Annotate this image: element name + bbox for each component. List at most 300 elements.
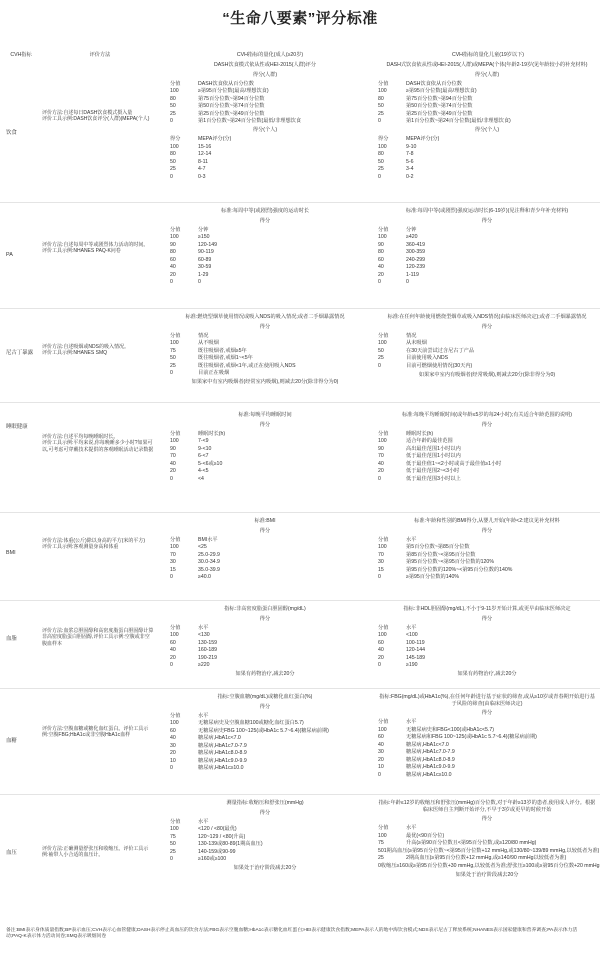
rows-lipid-child <box>378 624 596 669</box>
score-cell: 100 <box>378 340 387 346</box>
metric-glucose-adult: 指标:空腹血糖(mg/dL)或糖化血红蛋白(%) <box>217 694 313 700</box>
rows2-diet-adult <box>170 136 360 181</box>
score-label-diet-child: 得分(人群) <box>474 71 500 78</box>
value-cell: 第5百分位数~第85百分位数 <box>406 544 470 550</box>
value-cell: 低于最佳范围2~<3小时 <box>406 468 460 474</box>
metric-bp-adult: 测量指标:收缩压和舒张压(mmHg) <box>226 800 304 806</box>
table-row <box>378 749 596 757</box>
value-cell: 160-189 <box>198 647 218 653</box>
value-cell: 6-<7 <box>198 453 209 459</box>
metric-lipid-adult: 指标:非高密度脂蛋白胆固醇(mg/dL) <box>224 606 306 612</box>
value-cell: 糖尿病,HbA1c≥10.0 <box>198 765 244 771</box>
table-row <box>170 566 360 574</box>
value-cell: 1-119 <box>406 271 419 278</box>
score-label-pa-child: 得分 <box>481 217 493 224</box>
score-cell: 40 <box>378 264 384 270</box>
value-cell: 35.0-39.9 <box>198 566 220 573</box>
table-row <box>170 256 360 264</box>
score-cell: 75 <box>378 840 384 846</box>
rows-glucose-adult <box>170 712 360 772</box>
rows-bp-child <box>378 825 600 870</box>
metric-diet-adult: DASH饮食模式依从性或HEI-2015(人群)评分 <box>213 62 317 68</box>
table-row <box>378 234 596 242</box>
table-row <box>170 720 360 728</box>
table-row <box>378 110 596 118</box>
value-cell: 既往吸烟者,戒烟<1年,或正在使用吸入NDS <box>198 362 296 369</box>
score-cell: 100 <box>170 544 179 550</box>
adult-bmi <box>170 516 360 581</box>
table-row <box>170 750 360 758</box>
value-cell: 水平 <box>198 712 209 719</box>
value-cell: 最优(<90百分位) <box>406 832 445 839</box>
value-cell: 分钟 <box>406 226 417 233</box>
score-cell: 15 <box>378 566 384 573</box>
note-lipid-adult: 如果有药物治疗,减去20分 <box>235 671 295 677</box>
score-cell: 分值 <box>378 430 389 437</box>
score-cell: 100 <box>378 544 387 550</box>
score-cell: 25 <box>170 362 176 369</box>
value-cell: 从不吸烟 <box>198 340 219 346</box>
score-cell: 25 <box>378 355 384 361</box>
metric-pa-child: 标准:每周中等(或剧烈)强度运动时长(6-19岁)(见注释和青少年补充材料) <box>405 208 569 214</box>
score-cell: 30 <box>170 559 176 565</box>
score-cell: 25 <box>170 110 176 117</box>
score-cell: 40 <box>378 647 384 653</box>
table-row <box>170 88 360 96</box>
category-lipid: 血脂 <box>6 636 17 642</box>
value-cell: 水平 <box>406 536 417 543</box>
value-cell: 360-419 <box>406 241 426 248</box>
table-row <box>170 632 360 640</box>
table-row <box>378 118 596 126</box>
table-row <box>378 559 596 567</box>
category-nicotine: 尼古丁暴露 <box>6 350 33 356</box>
value-cell: 第95百分位数的120%~<第95百分位数的140% <box>406 566 513 573</box>
value-cell: 水平 <box>406 825 417 831</box>
value-cell: 7-8 <box>406 151 414 157</box>
value-cell: 8-11 <box>198 158 208 165</box>
score-cell: 0 <box>378 118 381 124</box>
adult-diet <box>170 60 360 181</box>
score-cell: 60 <box>378 734 384 740</box>
value-cell: 100-119 <box>406 639 425 646</box>
score-cell: 0 <box>170 173 173 180</box>
score-cell: 分值 <box>170 712 181 719</box>
value-cell: ≥160或≥100 <box>198 856 227 862</box>
table-row <box>378 241 596 249</box>
score-cell: 100 <box>170 632 179 638</box>
category-bmi: BMI <box>6 550 16 556</box>
rows-pa-adult <box>170 226 360 286</box>
value-cell: 7-<9 <box>198 438 209 444</box>
child-bmi <box>378 516 596 581</box>
table-row <box>378 719 596 727</box>
rows-pa-child <box>378 226 596 286</box>
table-row <box>170 765 360 773</box>
score-cell: 30 <box>378 559 384 565</box>
method-nicotine: 评价方法:自述吸烟或NDS的吸入情况。 评价工具示例:NHANES SMQ <box>42 344 129 357</box>
value-cell: 第75百分位数~第94百分位数 <box>198 95 265 102</box>
value-cell: 分钟 <box>198 226 209 233</box>
score-cell: 20 <box>170 654 176 661</box>
score-cell: 100 <box>378 726 387 733</box>
score-cell: 15 <box>170 566 176 573</box>
value-cell: 目前正在吸烟 <box>198 370 230 376</box>
table-row <box>170 370 360 378</box>
table-row <box>378 662 596 670</box>
value-cell: ≥40.0 <box>198 574 211 580</box>
table-row <box>378 741 596 749</box>
value-cell: 第85百分位数~<第95百分位数 <box>406 551 476 558</box>
score-cell: 100 <box>378 438 387 444</box>
child-diet <box>378 60 596 181</box>
score-label2-diet-child: 得分(个人) <box>474 127 500 133</box>
score-cell: 10 <box>170 757 176 764</box>
method-glucose: 评价方法:空腹血糖或糖化血红蛋白。评价工具示例:空腹FBG;HbA1c或非空腹HbA1c血样 <box>42 726 149 739</box>
value-cell: ≥220 <box>198 662 210 668</box>
score-label-pa-adult: 得分 <box>259 217 271 224</box>
value-cell: 120-149 <box>198 241 218 248</box>
value-cell: 水平 <box>198 818 209 825</box>
score-cell: 90 <box>170 445 176 452</box>
table-row <box>170 757 360 765</box>
table-row <box>170 226 360 234</box>
table-row <box>378 438 596 446</box>
value-cell: 糖尿病,HbA1c7.0-7.9 <box>406 749 455 755</box>
table-row <box>170 712 360 720</box>
value-cell: <120 / <80(最优) <box>198 826 237 832</box>
table-row <box>170 841 360 849</box>
table-row <box>378 430 596 438</box>
value-cell: 第50百分位数~第74百分位数 <box>198 103 265 109</box>
table-row <box>378 226 596 234</box>
score-cell: 90 <box>378 241 384 248</box>
table-row <box>170 80 360 88</box>
table-row <box>378 536 596 544</box>
score-cell: 100 <box>170 143 179 150</box>
table-row <box>378 460 596 468</box>
table-row <box>170 166 360 174</box>
value-cell: 睡眠时长(h) <box>198 430 226 437</box>
score-cell: 60 <box>170 727 176 734</box>
table-row <box>378 574 596 582</box>
table-row <box>170 136 360 144</box>
table-row <box>170 143 360 151</box>
value-cell: 糖尿病,HbA1c8.0-8.9 <box>198 750 247 756</box>
table-row <box>170 279 360 287</box>
score-cell: 40 <box>170 735 176 741</box>
score-cell: 分值 <box>170 818 181 825</box>
score-cell: 60 <box>170 256 176 263</box>
value-cell: 糖尿病,HbA1c<7.0 <box>198 735 241 741</box>
value-cell: BMI水平 <box>198 536 218 543</box>
score-cell: 100 <box>378 632 387 638</box>
metric-nicotine-child: 标准:在任何年龄使用燃烧型烟草或吸入NDS情况(由临床医师决定);或者二手烟暴露情况 <box>387 314 587 320</box>
method-pa: 评价方法:自述每周中等或剧烈体力活动的时间。 评价工具示例:NHANES PAQ-K问卷 <box>42 242 149 255</box>
value-cell: ≥190 <box>406 662 418 668</box>
score-cell: 70 <box>170 453 176 459</box>
table-row <box>378 136 596 144</box>
value-cell: 糖尿病,HbA1c9.0-9.9 <box>198 757 247 764</box>
rows-nicotine-child <box>378 332 596 370</box>
header-adult: CVH指标的量化(成人(≥20岁) <box>236 52 304 58</box>
score-cell: 40 <box>378 460 384 467</box>
value-cell: MEPA评分(分) <box>198 136 232 142</box>
value-cell: 120~129 / <80(升高) <box>198 833 246 840</box>
table-row <box>378 340 596 348</box>
value-cell: 情况 <box>406 332 417 339</box>
table-row <box>378 632 596 640</box>
table-row <box>378 840 596 848</box>
method-sleep: 评价方法:自述平均每晚睡眠时长。 评价工具示例:平均来说,你每晚睡多少小时?如果可以,可考虑可穿戴技术提供的客观睡眠活动记录数据 <box>42 434 154 453</box>
value-cell: 从未吸烟 <box>406 340 427 346</box>
table-row <box>170 347 360 355</box>
adult-nicotine <box>170 312 360 386</box>
value-cell: 5-<6或≥10 <box>198 460 223 467</box>
table-row <box>170 647 360 655</box>
table-row <box>170 833 360 841</box>
value-cell: 糖尿病,HbA1c≥10.0 <box>406 771 452 778</box>
value-cell: 240-299 <box>406 256 426 263</box>
table-row <box>378 166 596 174</box>
score-cell: 分值 <box>170 226 181 233</box>
value-cell: 在30天前尝试过含尼古丁产品 <box>406 347 475 354</box>
score-cell: 25 <box>378 166 384 172</box>
rows-sleep-adult <box>170 430 360 483</box>
table-row <box>170 118 360 126</box>
value-cell: DASH饮食依从百分位数 <box>406 80 462 87</box>
value-cell: <25 <box>198 544 207 550</box>
table-row <box>378 862 600 870</box>
score-cell: 0 <box>378 771 381 778</box>
table-row <box>170 727 360 735</box>
score-cell: 100 <box>378 88 387 94</box>
child-sleep <box>378 410 596 483</box>
score-cell: 0 <box>170 475 173 482</box>
table-row <box>378 95 596 103</box>
value-cell: 低于最佳范围1小时以内 <box>406 453 461 459</box>
table-row <box>170 110 360 118</box>
category-glucose: 血糖 <box>6 738 17 744</box>
score-cell: 0 <box>378 173 381 180</box>
table-row <box>378 475 596 483</box>
score-cell: 100 <box>378 832 387 839</box>
score-cell: 80 <box>378 151 384 157</box>
value-cell: 低于最佳值1~<2小时或高于最佳值≥1小时 <box>406 460 502 467</box>
table-row <box>378 355 596 363</box>
value-cell: ≥420 <box>406 234 418 240</box>
score-label-lipid-child: 得分 <box>481 615 493 622</box>
score-cell: 20 <box>378 468 384 474</box>
table-row <box>170 362 360 370</box>
score-label-nicotine-adult: 得分 <box>259 323 271 330</box>
adult-glucose <box>170 692 360 772</box>
adult-sleep <box>170 410 360 483</box>
rows-diet-adult <box>170 80 360 125</box>
score-label-bmi-adult: 得分 <box>259 527 271 534</box>
table-row <box>378 279 596 287</box>
footnote: 备注:BMI表示身体质量指数;BP表示血压;CVH表示心血管健康;DASH表示停止高血压的饮食方法;FBG表示空腹血糖;HbA1c表示糖化血红蛋白;HEI表示健康饮食指数;MEPA表示人的地中海饮食模式;NDS表示尼古丁释放系统;NHANES表示国家健康和营养调查;PA表示体力活动;PAQ-K表示体力活动问卷;SMQ表示吸烟问卷 <box>6 928 578 940</box>
table-row <box>378 151 596 159</box>
rows-bmi-child <box>378 536 596 581</box>
rows-glucose-child <box>378 719 596 779</box>
table-row <box>170 332 360 340</box>
score-label-nicotine-child: 得分 <box>481 323 493 330</box>
score-cell: 90 <box>170 241 176 248</box>
table-row <box>170 735 360 743</box>
score-cell: 100 <box>378 143 387 150</box>
score-cell: 0 <box>378 862 381 869</box>
score-cell: 分值 <box>170 80 181 87</box>
rows-nicotine-adult <box>170 332 360 377</box>
metric-sleep-child: 标准:每晚平均睡眠时间(或年龄≤5岁的每24小时);有关适合年龄范围的说明) <box>401 412 572 418</box>
adult-lipid <box>170 604 360 678</box>
method-diet: 评价方法:自述每日DASH饮食模式摄入量 评价工具示例:DASH饮食评分(人群)(MEPA(个人) <box>42 110 150 123</box>
value-cell: 高出最佳范围1小时以内 <box>406 445 461 452</box>
value-cell: 1期高血压(≥第95百分位数~<第95百分位数+12 mmHg,或130/80~139/89 mmHg,以较低者为准) <box>383 847 600 854</box>
score-cell: 50 <box>378 103 384 109</box>
table-row <box>170 438 360 446</box>
score-cell: 得分 <box>378 136 389 142</box>
score-cell: 80 <box>378 249 384 255</box>
score-cell: 0 <box>378 279 381 285</box>
table-row <box>170 173 360 181</box>
value-cell: <4 <box>198 475 204 482</box>
table-row <box>170 340 360 348</box>
score-label-lipid-adult: 得分 <box>259 615 271 622</box>
metric-glucose-child: 指标:FBG(mg/dL)或HbA1c(%),在任何年龄进行基于症状的筛查,或从≥10岁或青春期开始进行基于风险的筛查(由临床医师决定) <box>379 694 595 707</box>
score-cell: 80 <box>170 151 176 157</box>
value-cell: 第75百分位数~第94百分位数 <box>406 95 473 102</box>
child-lipid <box>378 604 596 678</box>
score-cell: 分值 <box>170 430 181 437</box>
table-row <box>378 551 596 559</box>
score-cell: 40 <box>170 460 176 467</box>
score-cell: 0 <box>378 574 381 580</box>
adult-bp <box>170 798 360 872</box>
method-bp: 评价方法:正确测量舒张压和收缩压。评价工具示例:袖带人小合适的血压计。 <box>42 846 149 859</box>
table-row <box>378 80 596 88</box>
note-bp-child: 如果处于治疗阶段减去20分 <box>455 871 519 878</box>
score-cell: 0 <box>170 765 173 771</box>
table-row <box>378 771 596 779</box>
rows-bp-adult <box>170 818 360 863</box>
score-cell: 分值 <box>378 536 389 543</box>
score-cell: 75 <box>170 347 176 354</box>
score-cell: 60 <box>170 639 176 646</box>
score-label-glucose-adult: 得分 <box>259 703 271 710</box>
table-row <box>378 734 596 742</box>
value-cell: <100 <box>406 632 418 638</box>
value-cell: 既往吸烟者,戒烟≥5年 <box>198 347 247 354</box>
score-label-sleep-adult: 得分 <box>259 421 271 428</box>
value-cell: 无糖尿病和FBG 100~125(或HbA1c 5.7~6.4)(糖尿病前期) <box>406 734 537 740</box>
value-cell: ≥第95百分位数(最高/理想饮食) <box>406 88 477 94</box>
score-cell: 50 <box>170 103 176 109</box>
score-cell: 0 <box>170 370 173 376</box>
value-cell: 糖尿病,HbA1c7.0-7.9 <box>198 742 247 749</box>
table-row <box>378 347 596 355</box>
table-row <box>170 445 360 453</box>
score-cell: 80 <box>170 249 176 255</box>
value-cell: 9-10 <box>406 143 417 150</box>
note-nicotine-adult: 如果家中有室内吸烟者(经常室内吸烟),则减去20分(除非得分为0) <box>191 379 339 385</box>
score-cell: 70 <box>378 551 384 558</box>
value-cell: ≥150 <box>198 234 210 240</box>
value-cell: 收缩压≥160或≥第95百分位数+30 mmHg,以较低者为准;舒张压≥100或≥第95百分位数+20 mmHg <box>380 862 600 869</box>
value-cell: 30.0-34.9 <box>198 559 220 565</box>
table-row <box>170 654 360 662</box>
score-cell: 20 <box>170 271 176 278</box>
table-row <box>378 825 596 833</box>
table-row <box>378 544 596 552</box>
score-cell: 0 <box>170 574 173 580</box>
child-nicotine <box>378 312 596 378</box>
note-bp-adult: 如果处于治疗阶段减去20分 <box>233 865 297 871</box>
value-cell: 第95百分位数~<第95百分位数的120% <box>406 559 494 565</box>
value-cell: 3-4 <box>406 166 414 172</box>
table-row <box>170 639 360 647</box>
score-cell: 分值 <box>378 80 389 87</box>
score-cell: 50 <box>170 355 176 361</box>
table-row <box>378 855 596 863</box>
value-cell: 2期高血压(≥第95百分位数+12 mmHg,或≥140/90 mmHg以较低者为准) <box>406 855 567 861</box>
table-row <box>170 848 360 856</box>
score-cell: 分值 <box>378 825 389 831</box>
score-label-sleep-child: 得分 <box>481 421 493 428</box>
value-cell: 无糖尿病史FBG 100~125(或HbA1c 5.7~6.4)(糖尿病前期) <box>198 727 329 734</box>
score-cell: 50 <box>170 158 176 165</box>
value-cell: 糖尿病,HbA1c9.0-9.9 <box>406 764 455 770</box>
rows-bmi-adult <box>170 536 360 581</box>
score-cell: 40 <box>170 264 176 270</box>
table-row <box>170 468 360 476</box>
page-title: “生命八要素”评分标准 <box>222 10 378 27</box>
metric-diet-child: DASH式饮食依从性或HEI-2015(人群)或MEPA(个体(年龄2-19岁(见年龄较小的补充材料) <box>386 62 588 68</box>
value-cell: <130 <box>198 632 210 638</box>
score-cell: 50 <box>378 347 384 354</box>
table-row <box>378 624 596 632</box>
value-cell: 12-14 <box>198 151 212 157</box>
table-row <box>378 847 600 855</box>
value-cell: ≥第95百分位数(最高/理想饮食) <box>198 88 269 94</box>
table-row <box>170 574 360 582</box>
value-cell: 低于最佳范围3小时以上 <box>406 475 461 482</box>
value-cell: 无糖尿病史及空腹血糖100或糖化血红蛋白5.7) <box>198 720 304 726</box>
table-row <box>378 143 596 151</box>
score-cell: 100 <box>170 826 179 832</box>
method-bmi: 评价方法:体重(公斤)除以身高的平方(米的平方) 评价工具示例:客观测量身高和体重 <box>42 538 146 551</box>
table-row <box>170 551 360 559</box>
child-pa <box>378 206 596 286</box>
table-row <box>170 103 360 111</box>
value-cell: 糖尿病,HbA1c8.0-8.9 <box>406 756 455 763</box>
score-cell: 0 <box>170 118 173 124</box>
value-cell: 水平 <box>406 719 417 725</box>
score-cell: 50 <box>378 847 384 854</box>
header-cvh: CVH指标 <box>10 52 32 58</box>
score-cell: 80 <box>378 95 384 102</box>
metric-lipid-child: 指标:非HDL胆固醇(mg/dL),不小于9-11岁开始计算,或更早由临床医师决定 <box>403 606 571 612</box>
value-cell: 90-119 <box>198 249 214 255</box>
table-row <box>170 453 360 461</box>
score-cell: 30 <box>170 742 176 749</box>
score-cell: 80 <box>170 95 176 102</box>
value-cell: 第50百分位数~第74百分位数 <box>406 103 473 109</box>
category-diet: 饮食 <box>6 130 17 136</box>
value-cell: 120-144 <box>406 647 426 653</box>
value-cell: 60-89 <box>198 256 212 263</box>
